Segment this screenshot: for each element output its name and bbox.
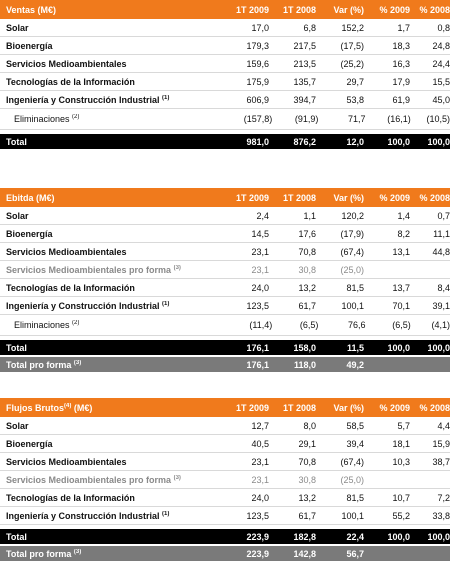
total-row-value: 876,2: [293, 136, 316, 147]
total-pro-forma-row-footnote: (3): [73, 359, 82, 366]
total-pro-forma-row-label-text: Total pro forma: [6, 359, 72, 370]
column-header: % 2008: [419, 402, 450, 413]
total-pro-forma-row-label: [0, 360, 216, 370]
table-title-unit: (M€): [73, 402, 93, 413]
row-label: [0, 59, 216, 69]
table-row: [0, 55, 450, 73]
row-value: 2,4: [256, 210, 269, 221]
table-row: [0, 91, 450, 109]
row-value: 23,1: [251, 246, 269, 257]
row-value: 61,7: [298, 510, 316, 521]
total-row: [0, 340, 450, 355]
total-pro-forma-row-value: 176,1: [246, 359, 269, 370]
total-pro-forma-row-value: 118,0: [293, 359, 316, 370]
flujos-brutos-table: [0, 398, 450, 561]
total-row-label-text: Total: [6, 342, 27, 353]
row-label-text: Eliminaciones: [14, 320, 70, 330]
row-label-text: Servicios Medioambientales: [6, 246, 127, 257]
table-header: [0, 188, 450, 207]
row-label-text: Servicios Medioambientales pro forma: [6, 264, 172, 275]
table-row: [0, 261, 450, 279]
row-value: 11,1: [433, 228, 450, 239]
row-value: (67,4): [340, 456, 364, 467]
table-row: [0, 507, 450, 525]
row-footnote: (1): [162, 94, 170, 101]
total-row-label: [0, 137, 216, 147]
row-value: 10,3: [392, 456, 410, 467]
row-label: [0, 41, 216, 51]
row-value: (4,1): [431, 320, 450, 330]
row-label: [0, 301, 216, 311]
total-row-value: 100,0: [387, 136, 410, 147]
table-title: [0, 403, 216, 413]
row-value: 13,2: [298, 282, 316, 293]
row-value: 24,0: [251, 282, 269, 293]
row-value: 23,1: [251, 264, 269, 275]
row-value: 61,7: [298, 300, 316, 311]
row-value: 120,2: [341, 210, 364, 221]
row-value: 70,8: [298, 246, 316, 257]
table-header: [0, 398, 450, 417]
column-header: 1T 2008: [282, 192, 316, 203]
row-label: [0, 457, 216, 467]
table-row: [0, 315, 450, 336]
row-value: 18,3: [392, 40, 410, 51]
column-header: 1T 2009: [235, 4, 269, 15]
total-row-value: 223,9: [246, 531, 269, 542]
total-row-label-text: Total: [6, 531, 27, 542]
row-value: 10,7: [392, 492, 410, 503]
table-row: [0, 297, 450, 315]
row-value: 159,6: [246, 58, 269, 69]
row-value: 76,6: [348, 320, 366, 330]
total-row: [0, 134, 450, 149]
table-title-text: Ebitda (M€): [6, 192, 55, 203]
total-row-value: 12,0: [346, 136, 364, 147]
row-value: 39,1: [432, 300, 450, 311]
table-title: [0, 5, 216, 15]
column-header: Var (%): [333, 192, 364, 203]
row-value: 58,5: [346, 420, 364, 431]
row-value: 123,5: [246, 300, 269, 311]
table-header: [0, 0, 450, 19]
row-label-text: Solar: [6, 22, 29, 33]
row-value: 15,9: [432, 438, 450, 449]
row-value: 8,0: [303, 420, 316, 431]
total-pro-forma-row-value: 142,8: [293, 548, 316, 559]
row-value: (17,9): [340, 228, 364, 239]
table-title-footnote: (4): [64, 402, 72, 409]
column-header: Var (%): [333, 4, 364, 15]
row-label: [0, 23, 216, 33]
row-label-text: Bioenergía: [6, 40, 53, 51]
row-label-text: Servicios Medioambientales: [6, 456, 127, 467]
row-value: 18,1: [392, 438, 410, 449]
row-value: 179,3: [246, 40, 269, 51]
total-pro-forma-row-value: 56,7: [346, 548, 364, 559]
total-pro-forma-row-value: 49,2: [346, 359, 364, 370]
row-value: 17,0: [251, 22, 269, 33]
column-header: % 2009: [379, 192, 410, 203]
column-header: 1T 2009: [235, 402, 269, 413]
row-value: (11,4): [249, 320, 273, 330]
column-header: % 2009: [379, 4, 410, 15]
row-label: [0, 493, 216, 503]
row-value: 4,4: [437, 420, 450, 431]
total-pro-forma-row-label: [0, 549, 216, 559]
table-row: [0, 207, 450, 225]
total-row-value: 176,1: [246, 342, 269, 353]
row-label-text: Tecnologías de la Información: [6, 76, 135, 87]
total-row-value: 22,4: [346, 531, 364, 542]
row-value: (25,0): [340, 264, 364, 275]
total-row-value: 182,8: [293, 531, 316, 542]
table-row: [0, 37, 450, 55]
row-value: 33,8: [432, 510, 450, 521]
row-label-text: Ingeniería y Construcción Industrial: [6, 94, 160, 105]
row-value: (91,9): [294, 114, 319, 124]
row-value: 53,8: [346, 94, 364, 105]
row-value: (6,5): [299, 320, 319, 330]
row-label-text: Tecnologías de la Información: [6, 282, 135, 293]
row-value: 81,5: [346, 492, 364, 503]
row-value: 0,8: [437, 22, 450, 33]
total-row-value: 100,0: [427, 531, 450, 542]
row-value: 5,7: [397, 420, 410, 431]
column-header: % 2008: [419, 4, 450, 15]
row-footnote: (2): [72, 114, 80, 120]
row-label: [0, 439, 216, 449]
row-value: 39,4: [346, 438, 364, 449]
row-value: 152,2: [341, 22, 364, 33]
row-label: [0, 475, 216, 485]
row-footnote: (2): [72, 320, 80, 326]
ebitda-table: [0, 188, 450, 372]
row-label-text: Bioenergía: [6, 228, 53, 239]
total-row: [0, 529, 450, 544]
row-value: 0,7: [437, 210, 450, 221]
row-value: 100,1: [341, 510, 364, 521]
row-value: 17,9: [392, 76, 410, 87]
total-row-label: [0, 343, 216, 353]
row-value: (16,1): [387, 114, 411, 124]
row-value: 8,4: [437, 282, 450, 293]
row-value: (6,5): [392, 320, 411, 330]
total-row-value: 158,0: [293, 342, 316, 353]
row-value: (25,2): [340, 58, 364, 69]
row-value: 30,8: [298, 474, 316, 485]
table-row: [0, 435, 450, 453]
table-title-text: Flujos Brutos: [6, 402, 64, 413]
row-value: (17,5): [340, 40, 364, 51]
total-row-value: 100,0: [427, 342, 450, 353]
total-pro-forma-row: [0, 546, 450, 561]
row-value: 217,5: [293, 40, 316, 51]
total-row-label: [0, 532, 216, 542]
row-value: 70,8: [298, 456, 316, 467]
total-row-value: 981,0: [246, 136, 269, 147]
row-label: [0, 229, 216, 239]
table-row: [0, 243, 450, 261]
row-value: 23,1: [251, 474, 269, 485]
column-header: 1T 2008: [282, 4, 316, 15]
row-value: 14,5: [251, 228, 269, 239]
total-pro-forma-row-label-text: Total pro forma: [6, 548, 72, 559]
table-row: [0, 417, 450, 435]
table-row: [0, 73, 450, 91]
row-value: 55,2: [392, 510, 410, 521]
row-value: 1,1: [303, 210, 316, 221]
table-row: [0, 279, 450, 297]
column-header: 1T 2009: [235, 192, 269, 203]
row-label: [0, 283, 216, 293]
row-footnote: (1): [162, 510, 170, 517]
row-value: 6,8: [303, 22, 316, 33]
column-header: % 2008: [419, 192, 450, 203]
row-footnote: (3): [173, 264, 181, 271]
total-pro-forma-row-footnote: (3): [73, 548, 82, 555]
row-value: 1,7: [397, 22, 410, 33]
row-value: 70,1: [392, 300, 410, 311]
column-header: % 2009: [379, 402, 410, 413]
row-value: 38,7: [432, 456, 450, 467]
row-value: 44,8: [432, 246, 450, 257]
row-value: 29,7: [346, 76, 364, 87]
row-footnote: (3): [173, 474, 181, 481]
row-value: 13,2: [298, 492, 316, 503]
table-row: [0, 471, 450, 489]
row-value: 23,1: [251, 456, 269, 467]
row-value: (157,8): [243, 114, 273, 124]
row-value: (67,4): [340, 246, 364, 257]
row-label-text: Solar: [6, 210, 29, 221]
row-label-text: Tecnologías de la Información: [6, 492, 135, 503]
total-row-value: 100,0: [387, 531, 410, 542]
row-value: 394,7: [293, 94, 316, 105]
row-label-text: Eliminaciones: [14, 114, 70, 124]
row-value: 81,5: [346, 282, 364, 293]
row-value: 100,1: [341, 300, 364, 311]
row-value: 175,9: [246, 76, 269, 87]
total-row-value: 100,0: [387, 342, 410, 353]
row-value: 29,1: [298, 438, 316, 449]
row-value: 13,1: [392, 246, 410, 257]
row-value: 24,0: [251, 492, 269, 503]
row-label-text: Ingeniería y Construcción Industrial: [6, 300, 160, 311]
row-value: 123,5: [246, 510, 269, 521]
row-value: 15,5: [432, 76, 450, 87]
column-header: Var (%): [333, 402, 364, 413]
column-header: 1T 2008: [282, 402, 316, 413]
row-value: 606,9: [246, 94, 269, 105]
row-value: 135,7: [293, 76, 316, 87]
table-row: [0, 453, 450, 471]
total-row-value: 100,0: [427, 136, 450, 147]
table-row: [0, 489, 450, 507]
row-label: [0, 211, 216, 221]
row-label-text: Solar: [6, 420, 29, 431]
row-value: 24,8: [432, 40, 450, 51]
row-value: 12,7: [251, 420, 269, 431]
row-label-text: Bioenergía: [6, 438, 53, 449]
row-value: 61,9: [392, 94, 410, 105]
row-label-text: Ingeniería y Construcción Industrial: [6, 510, 160, 521]
total-row-label-text: Total: [6, 136, 27, 147]
row-value: 30,8: [298, 264, 316, 275]
table-row: [0, 19, 450, 37]
row-value: 24,4: [432, 58, 450, 69]
table-row: [0, 109, 450, 130]
row-value: (25,0): [340, 474, 364, 485]
row-label: [0, 247, 216, 257]
row-value: 17,6: [298, 228, 316, 239]
row-label-text: Servicios Medioambientales pro forma: [6, 474, 172, 485]
row-value: 71,7: [348, 114, 366, 124]
row-label: [0, 95, 216, 105]
row-label: [0, 320, 220, 330]
row-value: 1,4: [397, 210, 410, 221]
row-value: 7,2: [437, 492, 450, 503]
row-value: 8,2: [397, 228, 410, 239]
row-value: 16,3: [392, 58, 410, 69]
row-label: [0, 511, 216, 521]
total-row-value: 11,5: [346, 342, 364, 353]
table-row: [0, 225, 450, 243]
row-label: [0, 421, 216, 431]
row-value: 213,5: [293, 58, 316, 69]
total-pro-forma-row-value: 223,9: [246, 548, 269, 559]
table-title: [0, 193, 216, 203]
row-value: 45,0: [432, 94, 450, 105]
row-label: [0, 77, 216, 87]
row-value: 13,7: [392, 282, 410, 293]
row-label: [0, 265, 216, 275]
ventas-table: [0, 0, 450, 149]
total-pro-forma-row: [0, 357, 450, 372]
row-footnote: (1): [162, 300, 170, 307]
row-label-text: Servicios Medioambientales: [6, 58, 127, 69]
table-title-text: Ventas (M€): [6, 4, 57, 15]
row-value: (10,5): [426, 114, 450, 124]
row-value: 40,5: [251, 438, 269, 449]
row-label: [0, 114, 220, 124]
